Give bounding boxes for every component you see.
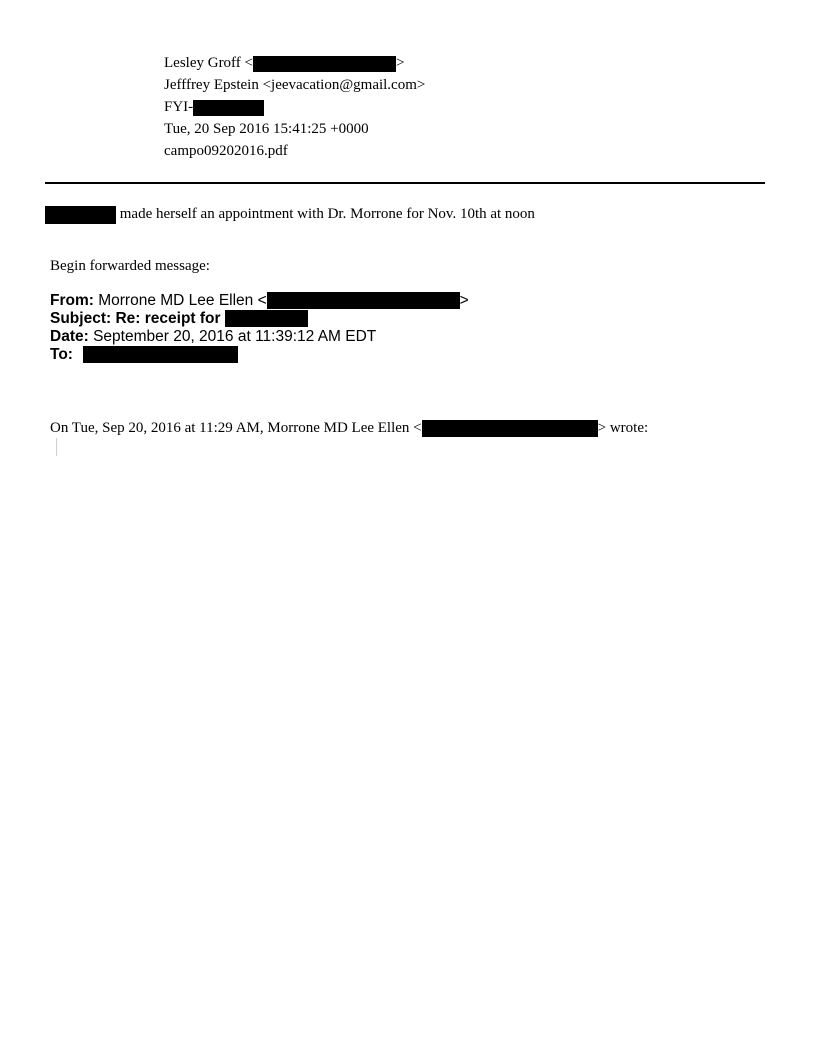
forwarded-date-value: September 20, 2016 at 11:39:12 AM EDT — [93, 328, 377, 345]
redaction-box — [83, 346, 238, 363]
header-divider — [45, 182, 765, 184]
forwarded-subject-label: Subject: — [50, 310, 112, 327]
redaction-box — [253, 56, 396, 72]
forwarded-subject-value: Re: receipt for — [115, 310, 221, 327]
redaction-box — [422, 420, 598, 437]
attachment-link[interactable]: campo09202016.pdf — [164, 143, 288, 159]
forwarded-to-row — [50, 346, 238, 364]
forwarded-from-row — [50, 292, 469, 310]
redaction-box — [267, 292, 460, 309]
quote-suffix: > wrote: — [597, 420, 649, 436]
body-line-1-text: made herself an appointment with Dr. Morrone for Nov. 10th at noon — [119, 206, 535, 222]
redaction-box — [45, 206, 116, 224]
redaction-box — [193, 100, 264, 116]
begin-forwarded-label: Begin forwarded message: — [50, 258, 210, 274]
quote-attribution — [50, 418, 648, 438]
forwarded-from-name: Morrone MD Lee Ellen < — [98, 292, 267, 309]
forwarded-subject-row — [50, 310, 308, 328]
forwarded-to-label: To: — [50, 346, 73, 363]
body-line-1 — [45, 204, 535, 224]
forwarded-date-row — [50, 328, 376, 346]
redaction-box — [225, 310, 308, 327]
header-from-suffix: > — [396, 55, 405, 71]
forwarded-date-label: Date: — [50, 328, 89, 345]
forwarded-from-label: From: — [50, 292, 94, 309]
header-date-value: Tue, 20 Sep 2016 15:41:25 +0000 — [164, 121, 369, 137]
quote-bar — [56, 438, 57, 456]
header-to-value[interactable]: Jefffrey Epstein <jeevacation@gmail.com> — [164, 77, 426, 93]
header-subject-value: FYI- — [164, 99, 194, 115]
quote-prefix: On Tue, Sep 20, 2016 at 11:29 AM, Morrone MD Lee Ellen < — [50, 420, 422, 436]
header-from-name: Lesley Groff < — [164, 55, 253, 71]
forwarded-from-suffix: > — [459, 292, 469, 309]
